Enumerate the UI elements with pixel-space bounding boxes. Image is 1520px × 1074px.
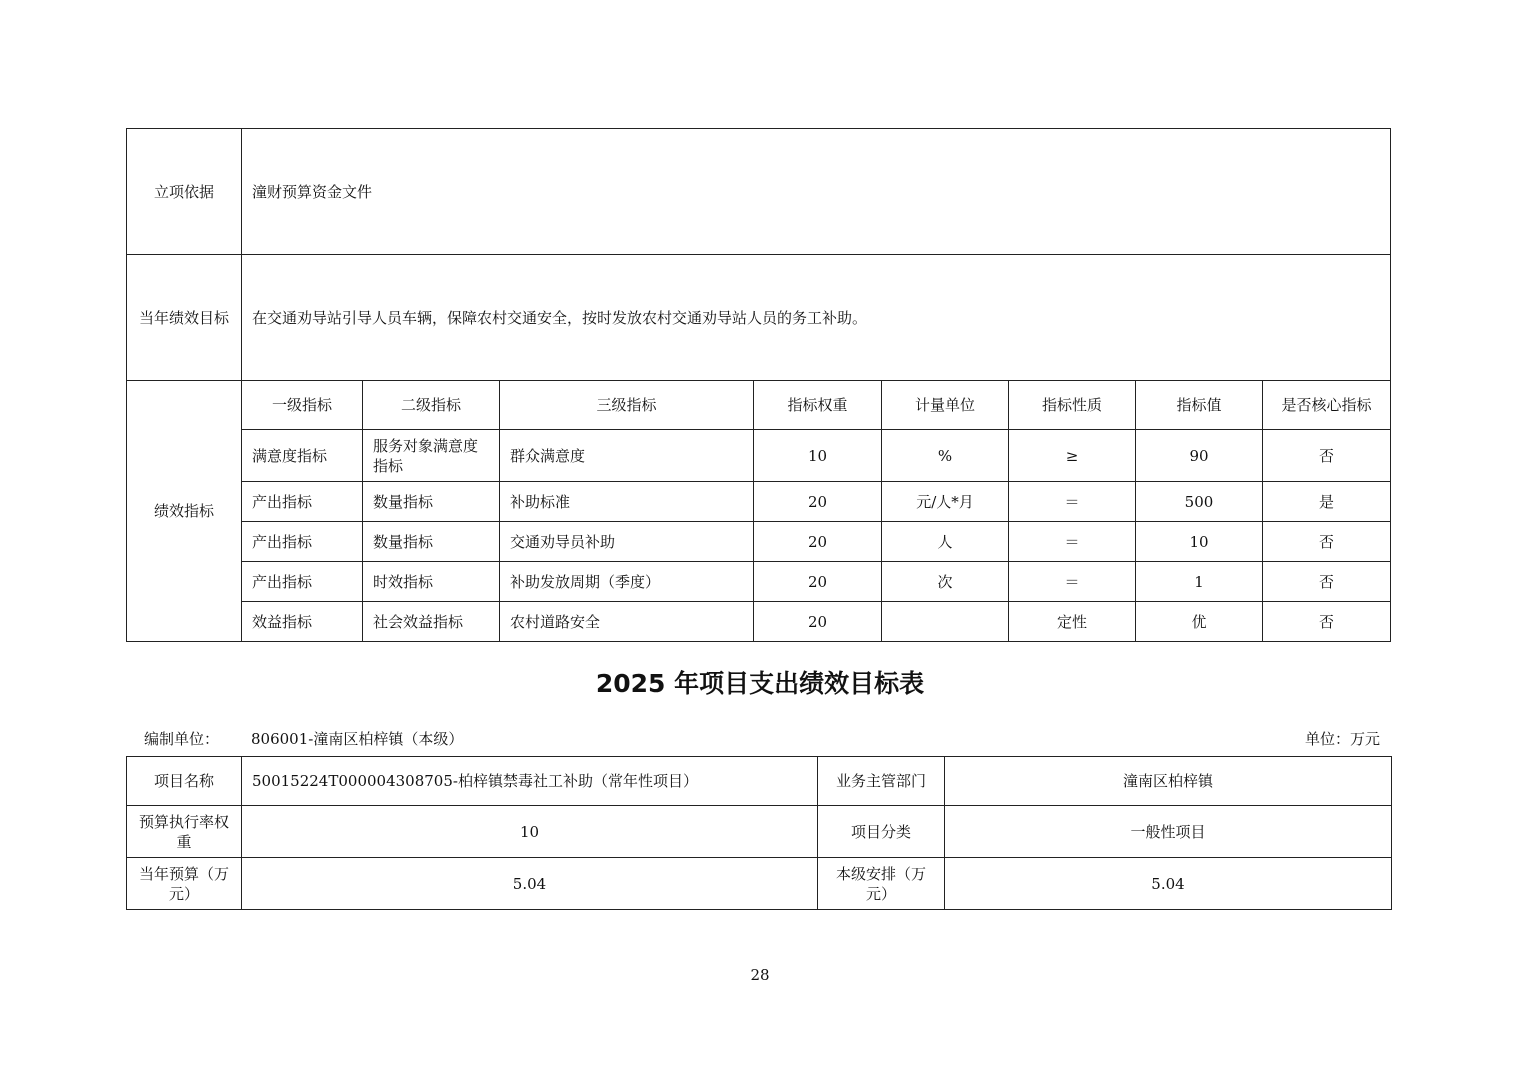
goal-value: 在交通劝导站引导人员车辆，保障农村交通安全，按时发放农村交通劝导站人员的务工补助。 [242,255,1391,381]
cell-unit: 元/人*月 [882,482,1009,522]
unit-value: 806001-潼南区柏梓镇（本级） [251,730,464,748]
cell-level1: 产出指标 [242,482,363,522]
unit-label: 编制单位： [144,730,220,748]
table-row [127,522,1391,562]
header-level1: 一级指标 [242,381,363,430]
cell-core: 否 [1263,430,1391,482]
cell-unit: % [882,430,1009,482]
cell-nature: 定性 [1009,602,1136,642]
currency-unit: 单位：万元 [1304,730,1380,748]
header-level2: 二级指标 [363,381,500,430]
table-row [127,602,1391,642]
class-value: 一般性项目 [945,806,1392,858]
cell-value: 90 [1136,430,1263,482]
header-level3: 三级指标 [500,381,754,430]
project-info-table [126,756,1392,910]
cell-level3: 群众满意度 [500,430,754,482]
local-value: 5.04 [945,858,1392,910]
header-value: 指标值 [1136,381,1263,430]
basis-value: 潼财预算资金文件 [242,129,1391,255]
cell-weight: 20 [754,562,882,602]
cell-core: 否 [1263,562,1391,602]
indicators-label: 绩效指标 [127,381,242,642]
cell-nature: ＝ [1009,562,1136,602]
table-row [127,562,1391,602]
local-label: 本级安排（万元） [818,858,945,910]
rate-value: 10 [242,806,818,858]
cell-unit [882,602,1009,642]
cell-level2: 社会效益指标 [363,602,500,642]
cell-level3: 农村道路安全 [500,602,754,642]
cell-weight: 20 [754,522,882,562]
cell-nature: ＝ [1009,482,1136,522]
cell-core: 否 [1263,602,1391,642]
header-core: 是否核心指标 [1263,381,1391,430]
cell-weight: 20 [754,602,882,642]
cell-weight: 20 [754,482,882,522]
goal-label: 当年绩效目标 [127,255,242,381]
cell-value: 优 [1136,602,1263,642]
project-name-value: 50015224T000004308705-柏梓镇禁毒社工补助（常年性项目） [242,757,818,806]
page-number: 28 [750,966,770,984]
dept-value: 潼南区柏梓镇 [945,757,1392,806]
rate-label: 预算执行率权重 [127,806,242,858]
dept-label: 业务主管部门 [818,757,945,806]
basis-label: 立项依据 [127,129,242,255]
cell-nature: ≥ [1009,430,1136,482]
cell-level1: 产出指标 [242,562,363,602]
cell-level3: 补助标准 [500,482,754,522]
cell-core: 是 [1263,482,1391,522]
cell-weight: 10 [754,430,882,482]
cell-unit: 次 [882,562,1009,602]
cell-nature: ＝ [1009,522,1136,562]
budget-value: 5.04 [242,858,818,910]
cell-level1: 满意度指标 [242,430,363,482]
class-label: 项目分类 [818,806,945,858]
cell-level2: 数量指标 [363,522,500,562]
cell-core: 否 [1263,522,1391,562]
cell-level2: 服务对象满意度指标 [363,430,500,482]
budget-label: 当年预算（万元） [127,858,242,910]
cell-level2: 时效指标 [363,562,500,602]
cell-level3: 补助发放周期（季度） [500,562,754,602]
header-weight: 指标权重 [754,381,882,430]
table-row [127,482,1391,522]
performance-table-continued [126,128,1391,642]
project-name-label: 项目名称 [127,757,242,806]
cell-level2: 数量指标 [363,482,500,522]
cell-unit: 人 [882,522,1009,562]
cell-value: 10 [1136,522,1263,562]
header-nature: 指标性质 [1009,381,1136,430]
table-row [127,430,1391,482]
cell-level1: 效益指标 [242,602,363,642]
cell-level1: 产出指标 [242,522,363,562]
header-unit: 计量单位 [882,381,1009,430]
cell-level3: 交通劝导员补助 [500,522,754,562]
page-title: 2025 年项目支出绩效目标表 [595,669,925,698]
cell-value: 500 [1136,482,1263,522]
cell-value: 1 [1136,562,1263,602]
